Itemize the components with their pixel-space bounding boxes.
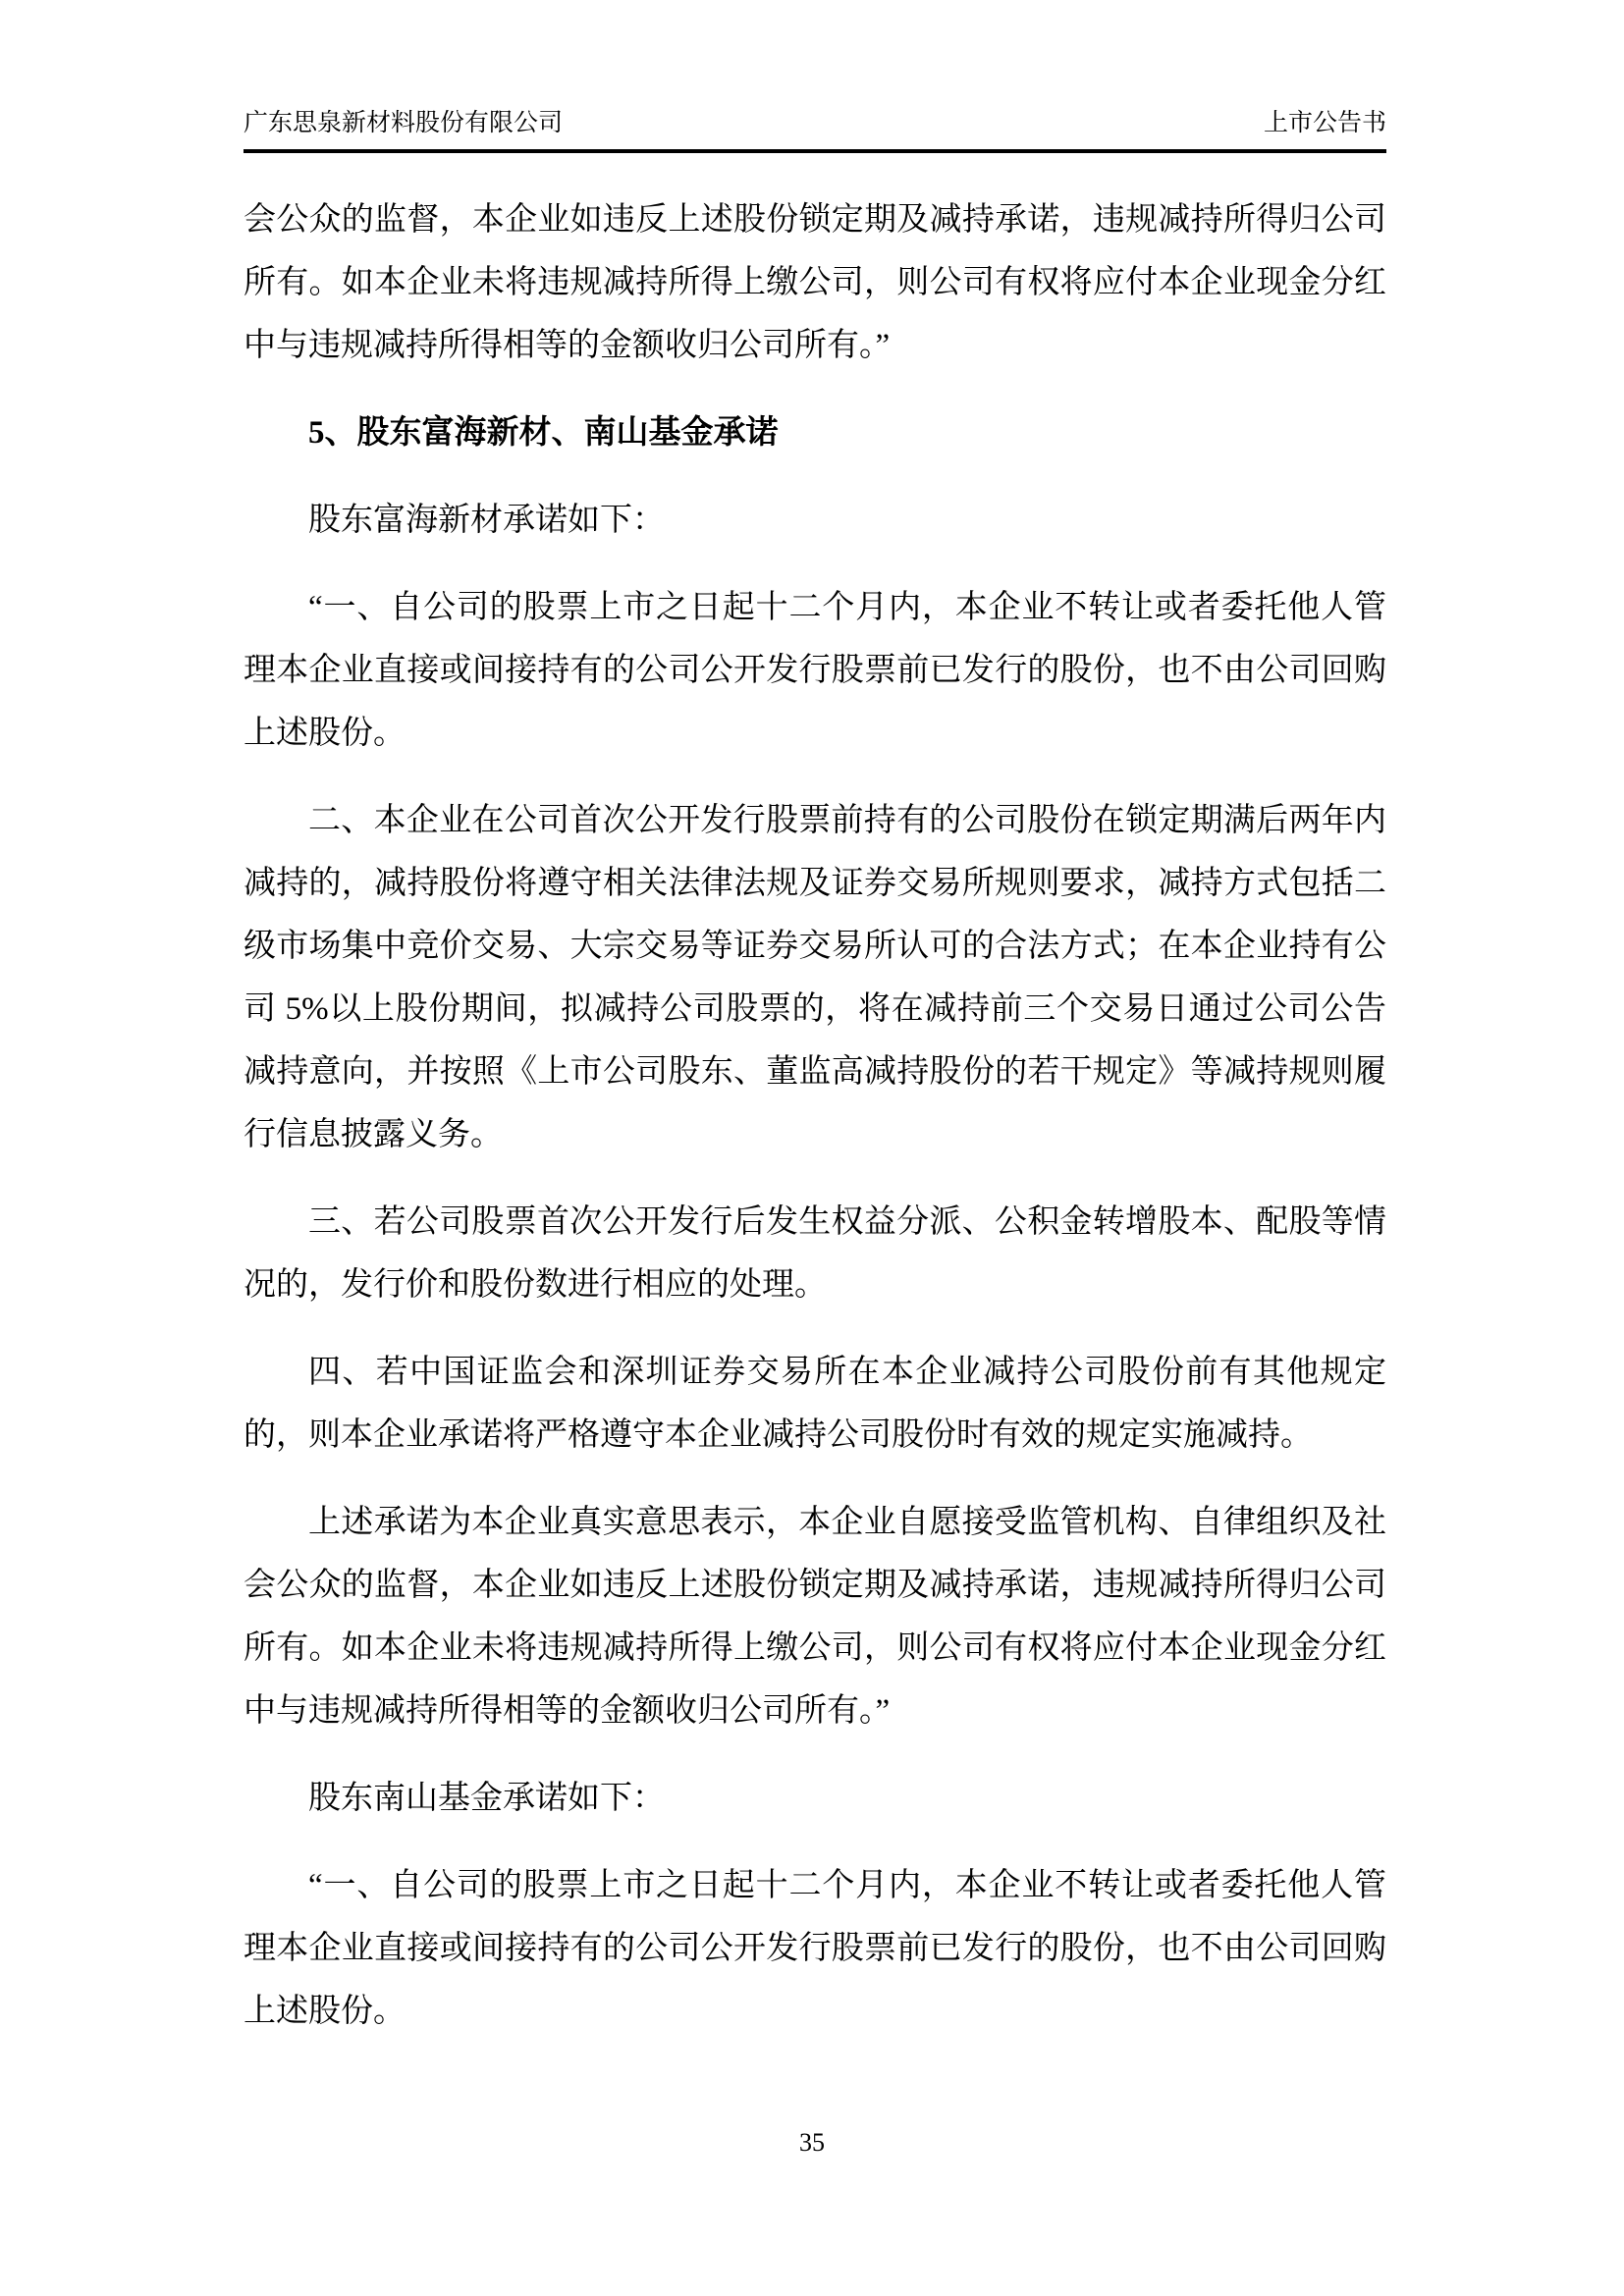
paragraph: 股东富海新材承诺如下： <box>308 503 665 538</box>
paragraph: 三、若公司股票首次公开发行后发生权益分派、公积金转增股本、配股等情况的，发行价和股份数进行相应的处理。 <box>244 1204 1386 1303</box>
page-number: 35 <box>799 2128 825 2157</box>
paragraph: 会公众的监督，本企业如违反上述股份锁定期及减持承诺，违规减持所得归公司所有。如本企业未将违规减持所得上缴公司，则公司有权将应付本企业现金分红中与违规减持所得相等的金额收归公司所有。” <box>244 202 1386 363</box>
paragraph: “一、自公司的股票上市之日起十二个月内，本企业不转让或者委托他人管理本企业直接或间接持有的公司公开发行股票前已发行的股份，也不由公司回购上述股份。 <box>244 590 1386 751</box>
page-content <box>244 0 1386 2043</box>
paragraph: 二、本企业在公司首次公开发行股票前持有的公司股份在锁定期满后两年内减持的，减持股份将遵守相关法律法规及证券交易所规则要求，减持方式包括二级市场集中竞价交易、大宗交易等证券交易所认可的合法方式；在本企业持有公司 5%以上股份期间，拟减持公司股票的，将在减持前三个交易日通过公司公告减持意向，并按照《上市公司股东、董监高减持股份的若干规定》等减持规则履行信息披露义务。 <box>244 803 1386 1152</box>
paragraph: 四、若中国证监会和深圳证券交易所在本企业减持公司股份前有其他规定的，则本企业承诺将严格遵守本企业减持公司股份时有效的规定实施减持。 <box>244 1355 1386 1453</box>
header-company-name: 广东思泉新材料股份有限公司 <box>244 110 564 136</box>
paragraph: 上述承诺为本企业真实意思表示，本企业自愿接受监管机构、自律组织及社会公众的监督，本企业如违反上述股份锁定期及减持承诺，违规减持所得归公司所有。如本企业未将违规减持所得上缴公司，则公司有权将应付本企业现金分红中与违规减持所得相等的金额收归公司所有。” <box>244 1505 1386 1729</box>
section-heading: 5、股东富海新材、南山基金承诺 <box>308 415 779 451</box>
page-header <box>244 0 1386 149</box>
header-document-title: 上市公告书 <box>1263 110 1386 136</box>
paragraph: 股东南山基金承诺如下： <box>308 1781 665 1816</box>
paragraph: “一、自公司的股票上市之日起十二个月内，本企业不转让或者委托他人管理本企业直接或间接持有的公司公开发行股票前已发行的股份，也不由公司回购上述股份。 <box>244 1868 1386 2029</box>
document-body <box>244 153 1386 2043</box>
